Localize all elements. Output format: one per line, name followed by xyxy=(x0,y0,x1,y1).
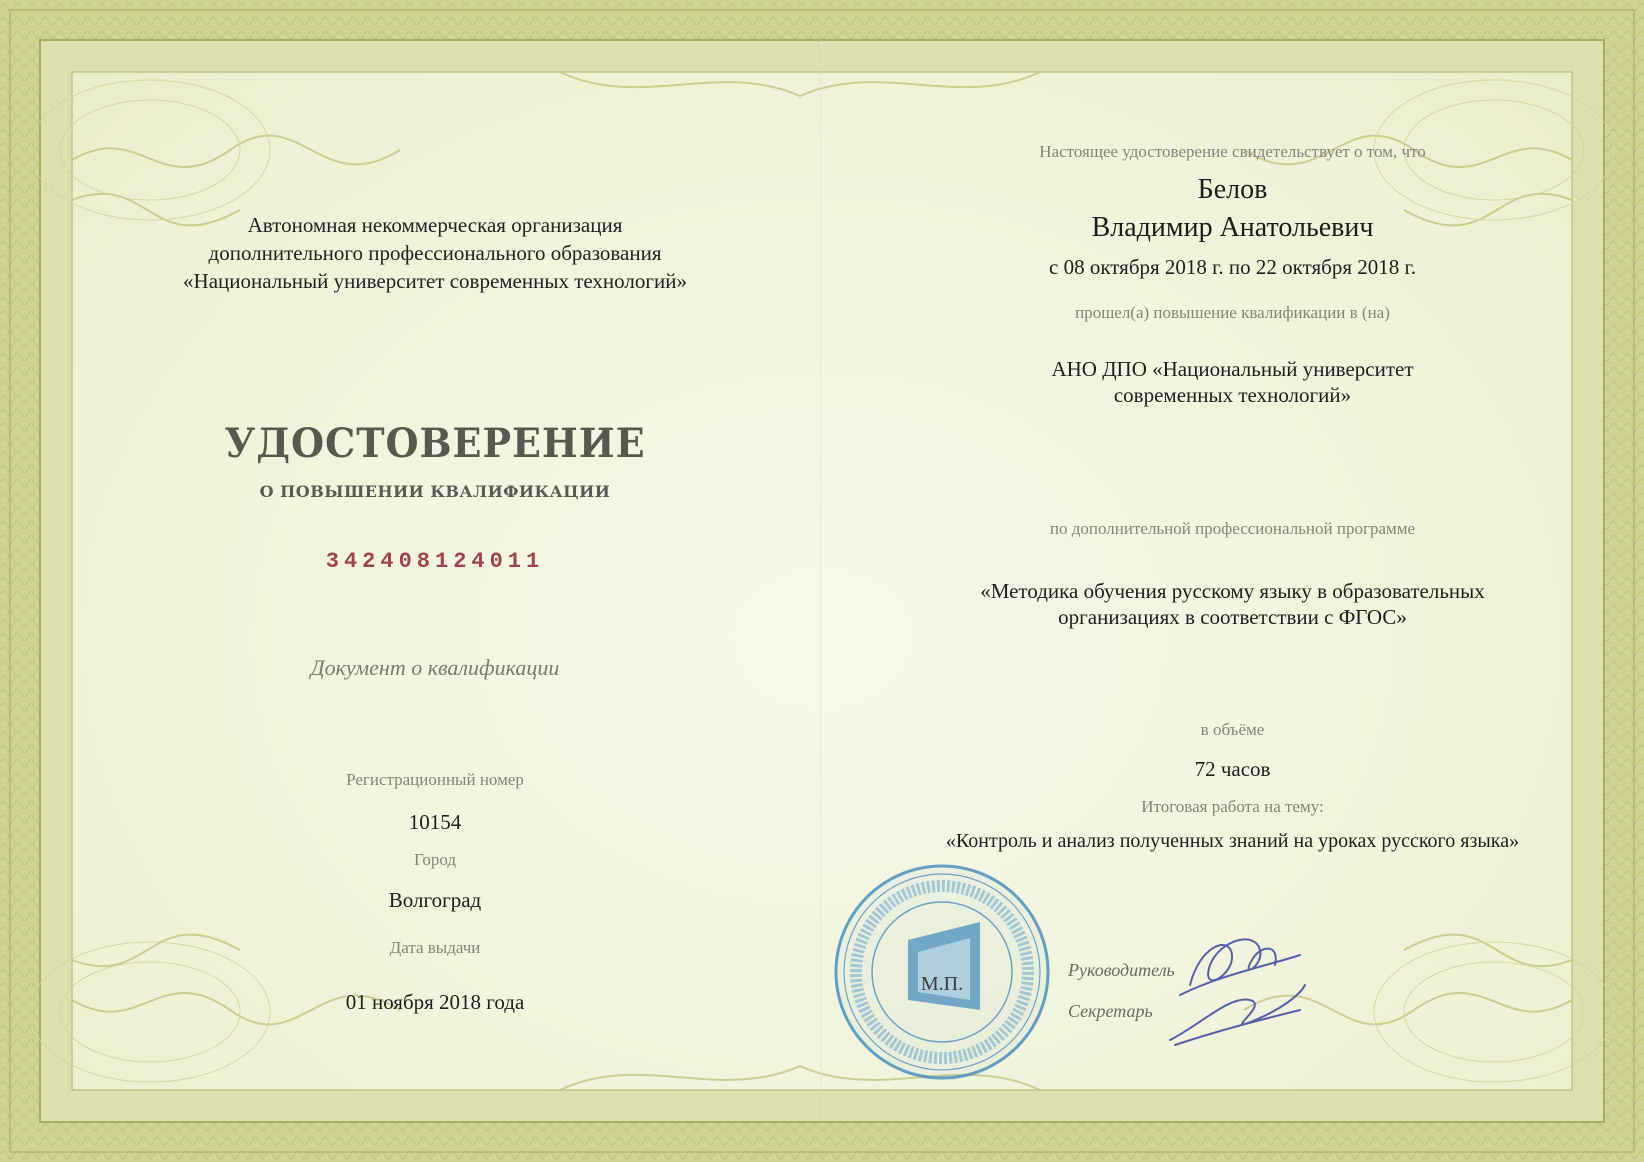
recipient-given-names: Владимир Анатольевич xyxy=(1091,212,1374,243)
stamp xyxy=(830,860,1054,1084)
serial-number: 342408124011 xyxy=(325,549,545,574)
organization-line: «Национальный университет современных технологий» xyxy=(183,269,687,293)
volume-value: 72 часов xyxy=(1194,757,1271,781)
organization-name xyxy=(40,211,830,295)
program-title xyxy=(860,578,1605,630)
certificate-subtitle: О ПОВЫШЕНИИ КВАЛИФИКАЦИИ xyxy=(259,482,611,501)
document-kind: Документ о квалификации xyxy=(310,655,560,680)
recipient-surname: Белов xyxy=(1197,174,1268,205)
registration-label: Регистрационный номер xyxy=(346,770,524,789)
signatures xyxy=(1160,925,1310,1055)
certificate-title: УДОСТОВЕРЕНИЕ xyxy=(224,420,646,467)
left-page xyxy=(40,0,830,1162)
volume-label: в объёме xyxy=(1200,720,1265,739)
program-label: по дополнительной профессиональной программе xyxy=(1049,519,1416,538)
organization-line: Автономная некоммерческая организация xyxy=(247,213,623,237)
city-label: Город xyxy=(414,850,456,869)
program-line: «Методика обучения русскому языку в образовательных xyxy=(980,579,1485,603)
institution-line: АНО ДПО «Национальный университет xyxy=(1051,357,1414,381)
institution-name xyxy=(860,356,1605,408)
training-period: с 08 октября 2018 г. по 22 октября 2018 г. xyxy=(1049,255,1416,279)
final-work-label: Итоговая работа на тему: xyxy=(1141,797,1324,816)
program-line: организациях в соответствии с ФГОС» xyxy=(1058,605,1407,629)
registration-number: 10154 xyxy=(408,810,462,834)
stamp-mark: М.П. xyxy=(920,973,964,995)
organization-line: дополнительного профессионального образования xyxy=(208,241,662,265)
issue-date-label: Дата выдачи xyxy=(389,938,481,957)
secretary-label: Секретарь xyxy=(1068,1001,1153,1021)
training-label: прошел(а) повышение квалификации в (на) xyxy=(1075,303,1390,322)
institution-line: современных технологий» xyxy=(1113,383,1352,407)
director-label: Руководитель xyxy=(1068,960,1175,980)
issue-date: 01 ноября 2018 года xyxy=(345,990,525,1014)
city-value: Волгоград xyxy=(388,888,482,912)
final-work-topic: «Контроль и анализ полученных знаний на уроках русского языка» xyxy=(945,830,1520,852)
intro-text: Настоящее удостоверение свидетельствует о том, что xyxy=(1039,142,1426,161)
